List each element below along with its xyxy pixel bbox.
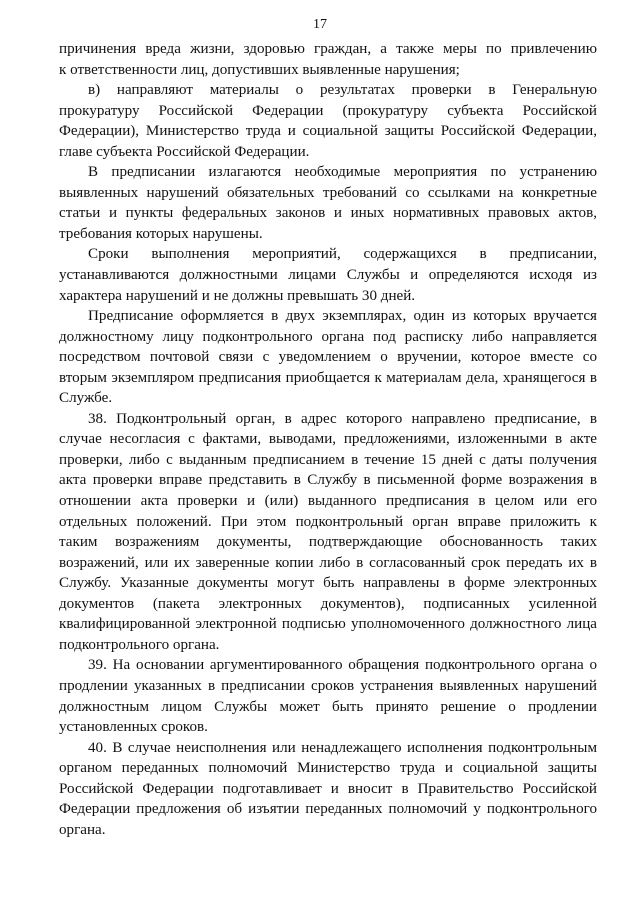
paragraph-line: Федерации предложения об изъятии переданных полномочий у подконтрольного — [59, 801, 597, 818]
paragraph-line: таким возражениям документы, подтверждающие обоснованность таких — [59, 534, 597, 551]
paragraph-line: квалифицированной электронной подписью уполномоченного должностного лица — [59, 616, 597, 633]
paragraph-line: статьи и пункты федеральных законов и иных нормативных правовых актов, — [59, 205, 597, 222]
paragraph-line: 40. В случае неисполнения или ненадлежащего исполнения подконтрольным — [88, 739, 597, 756]
paragraph-line: отдельных положений. При этом подконтрольный орган вправе приложить к — [59, 513, 597, 530]
paragraph-line: В предписании излагаются необходимые мероприятия по устранению — [88, 164, 597, 181]
paragraph-line: органом переданных полномочий Министерство труда и социальной защиты — [59, 760, 597, 777]
paragraph-line: Предписание оформляется в двух экземплярах, один из которых вручается — [88, 308, 597, 325]
paragraph-line: вторым экземпляром предписания приобщается к материалам дела, хранящегося в — [59, 369, 597, 386]
paragraph-line: посредством почтовой связи с уведомлением о вручении, которое вместе со — [59, 349, 597, 366]
paragraph-line: установленных сроков. — [59, 719, 208, 736]
paragraph-line: устанавливаются должностными лицами Службы и определяются исходя из — [59, 267, 597, 284]
paragraph-line: проверки, либо с выданным предписанием в течение 15 дней с даты получения — [59, 451, 597, 468]
paragraph-line: Федерации), Министерство труда и социальной защиты Российской Федерации, — [59, 123, 597, 140]
paragraph-line: выявленных нарушений обязательных требований со ссылками на конкретные — [59, 184, 597, 201]
page-number: 17 — [313, 17, 327, 32]
paragraph-line: прокуратуру Российской Федерации (прокуратуру субъекта Российской — [59, 102, 597, 119]
paragraph-line: продлении указанных в предписании сроков устранения выявленных нарушений — [59, 677, 597, 694]
paragraph-line: документов (пакета электронных документов), подписанных усиленной — [59, 595, 597, 612]
paragraph-line: должностным лицом Службы может быть принято решение о продлении — [59, 698, 597, 715]
paragraph-line: подконтрольного органа. — [59, 636, 220, 653]
paragraph-line: причинения вреда жизни, здоровью граждан, а также меры по привлечению — [59, 41, 597, 57]
paragraph-line: в) направляют материалы о результатах проверки в Генеральную — [88, 82, 597, 99]
paragraph-line: должностному лицу подконтрольного органа под расписку либо направляется — [59, 328, 597, 345]
paragraph-line: Сроки выполнения мероприятий, содержащихся в предписании, — [88, 246, 597, 263]
paragraph-line: акта проверки вправе представить в Службу в письменной форме возражения в — [59, 472, 597, 489]
paragraph-line: главе субъекта Российской Федерации. — [59, 143, 310, 160]
paragraph-line: органа. — [59, 821, 106, 838]
paragraph-line: Службу. Указанные документы могут быть направлены в форме электронных — [59, 575, 597, 592]
paragraph-line: случае несогласия с фактами, выводами, предложениями, изложенными в акте — [59, 431, 597, 448]
paragraph-line: характера нарушений и не должны превышать 30 дней. — [59, 287, 416, 304]
paragraph-line: возражений, или их заверенные копии либо в согласованный срок передать их в — [59, 554, 597, 571]
document-body — [59, 39, 597, 840]
paragraph-line: Службе. — [59, 390, 113, 407]
paragraph-line: к ответственности лиц, допустивших выявленные нарушения; — [59, 61, 460, 78]
paragraph-line: Российской Федерации подготавливает и вносит в Правительство Российской — [59, 780, 597, 797]
paragraph-line: 38. Подконтрольный орган, в адрес которого направлено предписание, в — [88, 410, 597, 427]
paragraph-line: требования которых нарушены. — [59, 225, 263, 242]
paragraph-line: 39. На основании аргументированного обращения подконтрольного органа о — [88, 657, 597, 674]
paragraph-line: отношении акта проверки и (или) выданного предписания в целом или его — [59, 493, 597, 510]
